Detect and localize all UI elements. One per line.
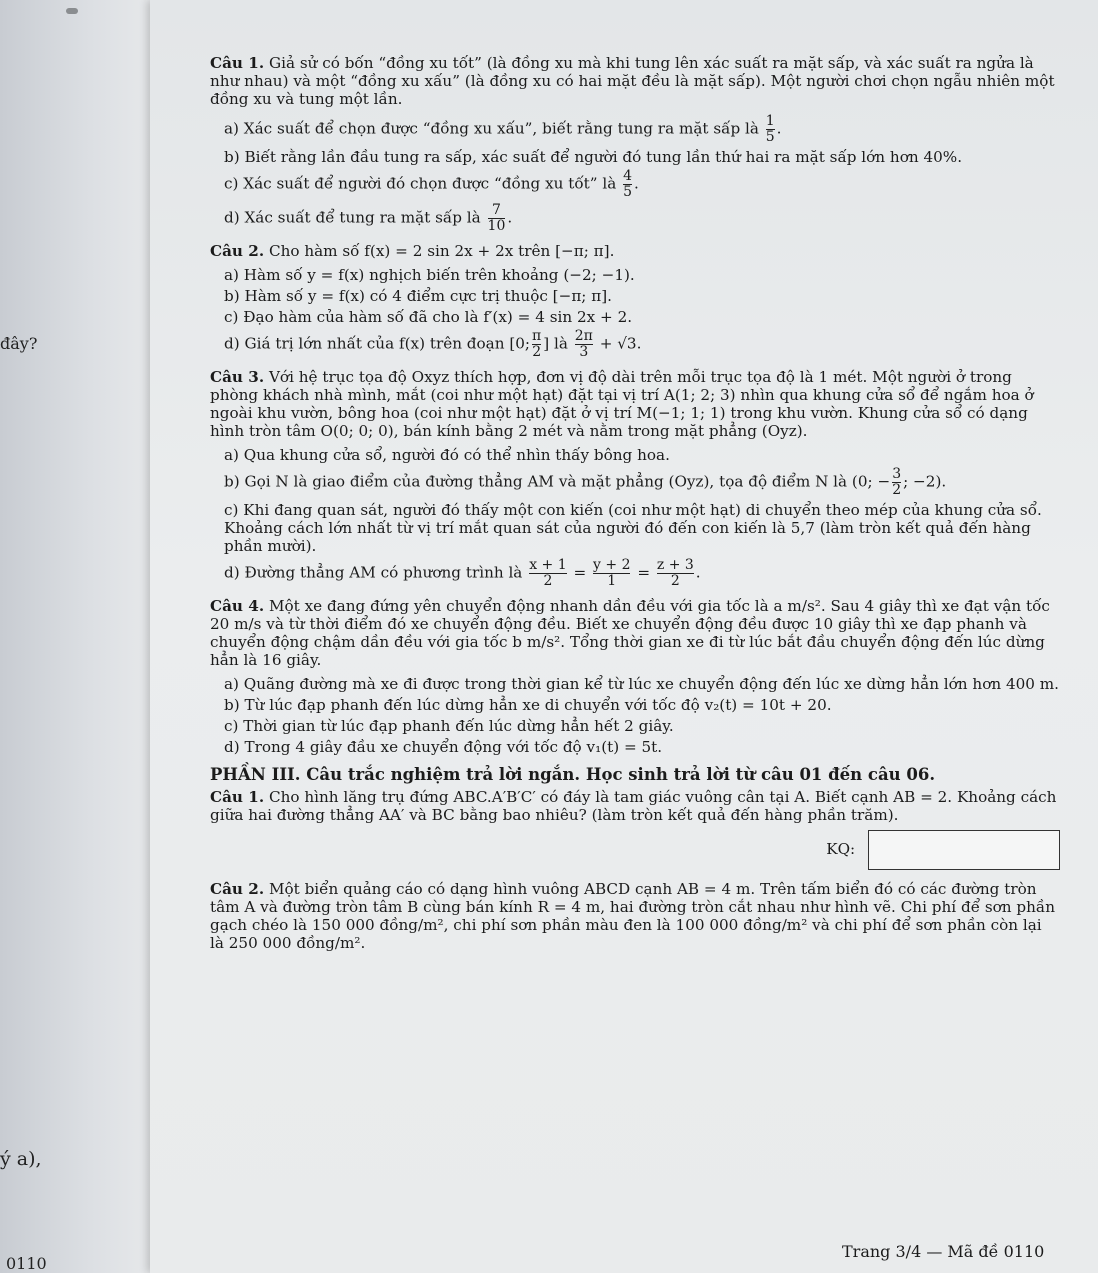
q1-option-c: c) Xác suất để người đó chọn được “đồng xu tốt” là $\frac{4}{5}$ . (224, 168, 639, 200)
q1-c-fraction (623, 169, 632, 200)
part3-question-1-stem: Cho hình lăng trụ đứng ABC.A′B′C′ có đáy là tam giác vuông cân tại A. Biết cạnh AB = 2. Khoảng cách giữa hai đường thẳng AA′ và BC bằng bao nhiêu? (làm tròn kết quả đến hàng phần trăm). (210, 788, 1057, 824)
part3-question-2 (210, 880, 1060, 952)
question-3-stem: Với hệ trục tọa độ Oxyz thích hợp, đơn vị độ dài trên mỗi trục tọa độ là 1 mét. Một người ở trong phòng khách nhà mình, mắt (coi như một hạt) đặt tại vị trí A(1; 2; 3) nhìn qua khung cửa sổ để ngắm hoa ở ngoài khu vườn, bông hoa (coi như một hạt) đặt ở vị trí M(−1; 1; 1) trong khu vườn. Khung cửa sổ có dạng hình tròn tâm O(0; 0; 0), bán kính bằng 2 mét và nằm trong mặt phẳng (Oyz). (210, 368, 1034, 440)
q2-d-den: 3 (579, 344, 589, 360)
q3-d-fraction-1 (529, 558, 566, 589)
q4-option-a-text: a) Quãng đường mà xe đi được trong thời gian kể từ lúc xe chuyển động đến lúc xe dừng hẳn lớn hơn 400 m. (224, 675, 1059, 693)
part3-question-1 (210, 788, 1060, 824)
q1-option-b-text: b) Biết rằng lần đầu tung ra sấp, xác suất để người đó tung lần thứ hai ra mặt sấp lớn hơn 40%. (224, 148, 963, 166)
q3-option-c-text: c) Khi đang quan sát, người đó thấy một con kiến (coi như một hạt) di chuyển theo mép của khung cửa sổ. Khoảng cách lớn nhất từ vị trí mắt quan sát của người đó đến con kiến là 5,7 (làm tròn kết quả đến hàng phần mười). (224, 501, 1042, 555)
q3-option-b (224, 467, 1060, 498)
q1-a-fraction (766, 114, 775, 145)
q1-option-a-text: a) Xác suất để chọn được “đồng xu xấu”, biết rằng tung ra mặt sấp là (224, 119, 759, 138)
q3-b-part2: ; −2). (903, 472, 947, 491)
q3-d-f1-num: x + 1 (529, 557, 567, 573)
q3-option-a-text: a) Qua khung cửa sổ, người đó có thể nhìn thấy bông hoa. (224, 446, 670, 464)
page-content (210, 54, 1060, 958)
q4-option-c (224, 717, 1060, 735)
q4-option-a (224, 675, 1060, 693)
part3-question-2-stem: Một biển quảng cáo có dạng hình vuông ABCD cạnh AB = 4 m. Trên tấm biển đó có các đường tròn tâm A và đường tròn tâm B cùng bán kính R = 4 m, hai đường tròn cắt nhau như hình vẽ. Chi phí để sơn phần gạch chéo là 150 000 đồng/m², chi phí sơn phần màu đen là 100 000 đồng/m² và chi phí để sơn phần còn lại là 250 000 đồng/m². (210, 880, 1055, 952)
q3-b-part1: b) Gọi N là giao điểm của đường thẳng AM và mặt phẳng (Oyz), tọa độ điểm N là (0; − (224, 472, 891, 491)
page-footer: Trang 3/4 — Mã đề 0110 (842, 1242, 1045, 1261)
question-4 (210, 597, 1060, 669)
strip-text-3: 0110 (6, 1254, 47, 1273)
q4-option-c-text: c) Thời gian từ lúc đạp phanh đến lúc dừng hẳn hết 2 giây. (224, 717, 674, 735)
q2-option-a (224, 266, 1060, 284)
q3-d-equals-2: = (637, 563, 651, 582)
answer-box[interactable] (868, 830, 1060, 870)
part3-question-2-title: Câu 2. (210, 880, 265, 898)
q2-d-num: 2π (574, 328, 593, 344)
q1-option-c-text: c) Xác suất để người đó chọn được “đồng xu tốt” là (224, 174, 617, 193)
previous-page-edge (0, 0, 150, 1273)
q3-b-den: 2 (892, 482, 902, 498)
question-2-title: Câu 2. (210, 242, 265, 260)
q1-option-a: a) Xác suất để chọn được “đồng xu xấu”, biết rằng tung ra mặt sấp là $\frac{1}{5}$ . (224, 113, 782, 145)
q2-option-c-text: c) Đạo hàm của hàm số đã cho là f′(x) = 4 sin 2x + 2. (224, 308, 633, 326)
question-1-title: Câu 1. (210, 54, 265, 72)
q1-c-den: 5 (623, 184, 633, 200)
question-4-title: Câu 4. (210, 597, 265, 615)
q3-d-f3-den: 2 (670, 573, 680, 589)
question-1-stem: Giả sử có bốn “đồng xu tốt” (là đồng xu mà khi tung lên xác suất ra mặt sấp, và xác suất ra ngửa là như nhau) và một “đồng xu xấu” (là đồng xu có hai mặt đều là mặt sấp). Một người chơi chọn ngẫu nhiên một đồng xu và tung một lần. (210, 54, 1055, 108)
q3-d-part1: d) Đường thẳng AM có phương trình là (224, 563, 523, 582)
q1-c-num: 4 (623, 168, 633, 184)
answer-row (210, 830, 1060, 870)
part3-question-1-title: Câu 1. (210, 788, 265, 806)
q2-option-c (224, 308, 1060, 326)
q3-d-f3-num: z + 3 (656, 557, 694, 573)
answer-label: KQ: (826, 840, 856, 858)
q3-d-fraction-2 (593, 558, 630, 589)
q2-option-b-text: b) Hàm số y = f(x) có 4 điểm cực trị thuộc [−π; π]. (224, 287, 612, 305)
q4-option-d (224, 738, 1060, 756)
q1-option-d: d) Xác suất để tung ra mặt sấp là $\frac{7}{10}$ . (224, 202, 513, 234)
q2-d-pi-fraction (532, 329, 541, 360)
part-3-label: PHẦN III. (210, 765, 301, 784)
q1-d-fraction (488, 203, 506, 234)
question-1 (210, 54, 1060, 108)
question-4-stem: Một xe đang đứng yên chuyển động nhanh dần đều với gia tốc là a m/s². Sau 4 giây thì xe đạt vận tốc 20 m/s và từ thời điểm đó xe chuyển động đều. Biết xe chuyển động đều được 10 giây thì xe đạp phanh và chuyển động chậm dần đều với gia tốc b m/s². Tổng thời gian xe đi từ lúc bắt đầu chuyển động đến lúc dừng hẳn là 16 giây. (210, 597, 1050, 669)
q3-b-num: 3 (892, 466, 902, 482)
question-3 (210, 368, 1060, 440)
q4-option-b (224, 696, 1060, 714)
q2-option-a-text: a) Hàm số y = f(x) nghịch biến trên khoảng (−2; −1). (224, 266, 635, 284)
q3-d-f2-den: 1 (607, 573, 617, 589)
q4-option-b-text: b) Từ lúc đạp phanh đến lúc dừng hẳn xe di chuyển với tốc độ v₂(t) = 10t + 20. (224, 696, 832, 714)
q2-d-two: 2 (532, 344, 542, 360)
q4-option-d-text: d) Trong 4 giây đầu xe chuyển động với tốc độ v₁(t) = 5t. (224, 738, 663, 756)
q3-b-fraction (892, 467, 901, 498)
question-2 (210, 242, 1060, 260)
question-3-title: Câu 3. (210, 368, 265, 386)
q1-option-d-text: d) Xác suất để tung ra mặt sấp là (224, 208, 481, 227)
part-3-instructions: Câu trắc nghiệm trả lời ngắn. Học sinh trả lời từ câu 01 đến câu 06. (306, 765, 936, 784)
q2-d-part2: ] là (543, 334, 568, 353)
q2-d-part1: d) Giá trị lớn nhất của f(x) trên đoạn [0; (224, 334, 531, 353)
q3-option-c (224, 501, 1060, 555)
q3-d-f1-den: 2 (543, 573, 553, 589)
strip-text-2: ý a), (0, 1148, 42, 1170)
q3-option-d: d) Đường thẳng AM có phương trình là $\frac{x + 1}{2}$ = $\frac{y + 2}{1}$ = $\frac{z + 3}{2}$ . (224, 557, 701, 589)
binder-hole (66, 8, 78, 14)
q2-option-b (224, 287, 1060, 305)
q3-d-equals-1: = (573, 563, 587, 582)
q2-d-pi: π (532, 328, 542, 344)
q3-option-a (224, 446, 1060, 464)
question-2-stem: Cho hàm số f(x) = 2 sin 2x + 2x trên [−π; π]. (268, 242, 615, 260)
q1-d-num: 7 (488, 203, 506, 219)
q3-d-fraction-3 (657, 558, 694, 589)
q1-d-den: 10 (487, 218, 506, 234)
q2-option-d (224, 329, 1060, 360)
q2-d-fraction (575, 329, 593, 360)
q3-d-f2-num: y + 2 (593, 557, 631, 573)
q1-a-den: 5 (765, 129, 775, 145)
part-3-heading (210, 766, 1060, 784)
answer-field (826, 830, 1060, 870)
q1-option-b (224, 148, 1060, 166)
strip-text-1: đây? (0, 334, 38, 353)
q1-a-num: 1 (765, 113, 775, 129)
q2-d-part3: + √3. (599, 334, 642, 353)
